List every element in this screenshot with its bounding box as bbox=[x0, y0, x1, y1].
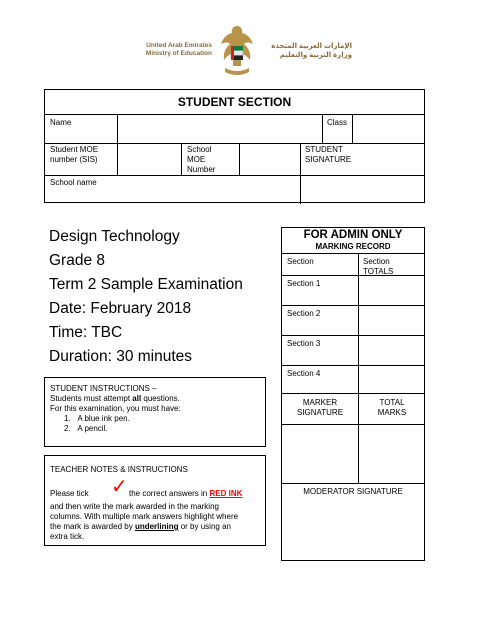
teacher-notes-box bbox=[44, 455, 266, 546]
teacher-notes-line1 bbox=[50, 489, 89, 499]
teacher-notes-body bbox=[50, 502, 265, 542]
teacher-notes-line1-rest bbox=[129, 489, 242, 499]
red-ink-text: RED INK bbox=[209, 489, 243, 498]
row-divider bbox=[282, 253, 424, 254]
student-instructions-text bbox=[50, 384, 262, 434]
exam-date: Date: February 2018 bbox=[49, 300, 192, 317]
list-item: 1. A blue ink pen. bbox=[64, 414, 130, 423]
teacher-notes-heading: TEACHER NOTES & INSTRUCTIONS bbox=[50, 465, 188, 474]
section-4-label: Section 4 bbox=[287, 369, 321, 378]
student-signature-label-line1: STUDENT bbox=[305, 145, 343, 154]
name-field[interactable] bbox=[118, 114, 322, 143]
school-moe-label-line2: MOE bbox=[187, 155, 206, 164]
ministry-name-english bbox=[134, 42, 212, 58]
ministry-en-line2: Ministry of Education bbox=[145, 50, 212, 57]
student-instructions-line2: For this examination, you must have: bbox=[50, 404, 181, 413]
notes-line1-pre: Please tick bbox=[50, 489, 89, 498]
section-3-total-field[interactable] bbox=[359, 336, 425, 365]
instr-line1-bold: all bbox=[132, 394, 142, 403]
admin-col-section: Section bbox=[287, 257, 314, 266]
total-marks-line2: MARKS bbox=[377, 408, 407, 417]
notes-line4-underline: underlining bbox=[134, 522, 179, 531]
col-divider bbox=[322, 114, 323, 143]
total-marks-field[interactable] bbox=[359, 425, 425, 482]
section-2-label: Section 2 bbox=[287, 309, 321, 318]
list-item-text: A pencil. bbox=[77, 424, 108, 433]
notes-line1-mid: the correct answers in bbox=[129, 489, 210, 498]
class-label: Class bbox=[327, 118, 348, 127]
red-tick-icon: ✓ bbox=[111, 476, 128, 498]
ministry-name-arabic bbox=[262, 42, 352, 60]
marker-signature-line1: MARKER bbox=[302, 398, 338, 407]
admin-title: FOR ADMIN ONLY bbox=[303, 229, 403, 241]
notes-line4-post: or by using an bbox=[178, 522, 231, 531]
total-marks-label bbox=[359, 398, 425, 418]
school-moe-label-line3: Number bbox=[187, 165, 216, 174]
instr-line1-pre: Students must attempt bbox=[50, 394, 133, 403]
row-divider bbox=[45, 143, 424, 144]
exam-term: Term 2 Sample Examination bbox=[49, 276, 243, 293]
list-item-text: A blue ink pen. bbox=[77, 414, 130, 423]
notes-line2: and then write the mark awarded in the marking bbox=[50, 502, 219, 511]
marker-signature-line2: SIGNATURE bbox=[296, 408, 344, 417]
section-1-total-field[interactable] bbox=[359, 276, 425, 305]
col-divider bbox=[300, 143, 301, 204]
school-moe-label bbox=[187, 145, 215, 175]
school-moe-field[interactable] bbox=[240, 144, 300, 175]
ministry-ar-line2: وزارة التربية والتعليم bbox=[279, 52, 352, 59]
moderator-signature-label: MODERATOR SIGNATURE bbox=[303, 487, 403, 496]
name-label: Name bbox=[50, 118, 72, 127]
student-instructions-box bbox=[44, 377, 266, 447]
notes-line3: columns. With multiple mark answers highlight where bbox=[50, 512, 239, 521]
admin-marking-table bbox=[281, 227, 425, 561]
exam-subject: Design Technology bbox=[49, 228, 180, 245]
class-field[interactable] bbox=[353, 114, 425, 143]
notes-line5: extra tick. bbox=[50, 532, 85, 541]
marker-signature-field[interactable] bbox=[283, 425, 357, 482]
exam-time: Time: TBC bbox=[49, 324, 123, 341]
student-moe-label-line2: number (SIS) bbox=[50, 155, 98, 164]
section-4-total-field[interactable] bbox=[359, 366, 425, 393]
admin-subtitle: MARKING RECORD bbox=[315, 242, 391, 251]
student-signature-label bbox=[305, 145, 351, 165]
section-1-label: Section 1 bbox=[287, 279, 321, 288]
ministry-ar-line1: الإمارات العربية المتحدة bbox=[271, 43, 352, 50]
total-marks-line1: TOTAL bbox=[379, 398, 405, 407]
student-instructions-list bbox=[50, 414, 262, 434]
notes-line4 bbox=[50, 522, 265, 532]
student-instructions-line1 bbox=[50, 394, 262, 404]
admin-col-totals bbox=[363, 257, 393, 277]
student-moe-field[interactable] bbox=[118, 144, 180, 175]
marker-signature-label bbox=[282, 398, 358, 418]
moderator-signature-field[interactable] bbox=[283, 500, 424, 560]
instr-line1-post: questions. bbox=[141, 394, 180, 403]
ministry-en-line1: United Arab Emirates bbox=[146, 42, 212, 49]
exam-grade: Grade 8 bbox=[49, 252, 106, 269]
section-2-total-field[interactable] bbox=[359, 306, 425, 335]
admin-col-totals-line2: TOTALS bbox=[363, 267, 394, 276]
col-divider bbox=[181, 143, 182, 175]
student-signature-label-line2: SIGNATURE bbox=[305, 155, 352, 164]
list-item: 2. A pencil. bbox=[64, 424, 108, 433]
student-instructions-heading: STUDENT INSTRUCTIONS – bbox=[50, 384, 157, 393]
row-divider bbox=[282, 393, 424, 394]
exam-duration: Duration: 30 minutes bbox=[49, 348, 193, 365]
row-divider bbox=[282, 483, 424, 484]
school-name-label: School name bbox=[50, 178, 97, 187]
section-3-label: Section 3 bbox=[287, 339, 321, 348]
admin-col-totals-line1: Section bbox=[363, 257, 390, 266]
notes-line4-pre: the mark is awarded by bbox=[50, 522, 135, 531]
student-section-table bbox=[44, 89, 425, 203]
school-name-field[interactable] bbox=[118, 176, 299, 203]
student-section-title: STUDENT SECTION bbox=[45, 90, 424, 115]
school-moe-label-line1: School bbox=[187, 145, 212, 154]
student-moe-label bbox=[50, 145, 98, 165]
student-moe-label-line1: Student MOE bbox=[50, 145, 99, 154]
uae-emblem-icon bbox=[217, 22, 257, 80]
